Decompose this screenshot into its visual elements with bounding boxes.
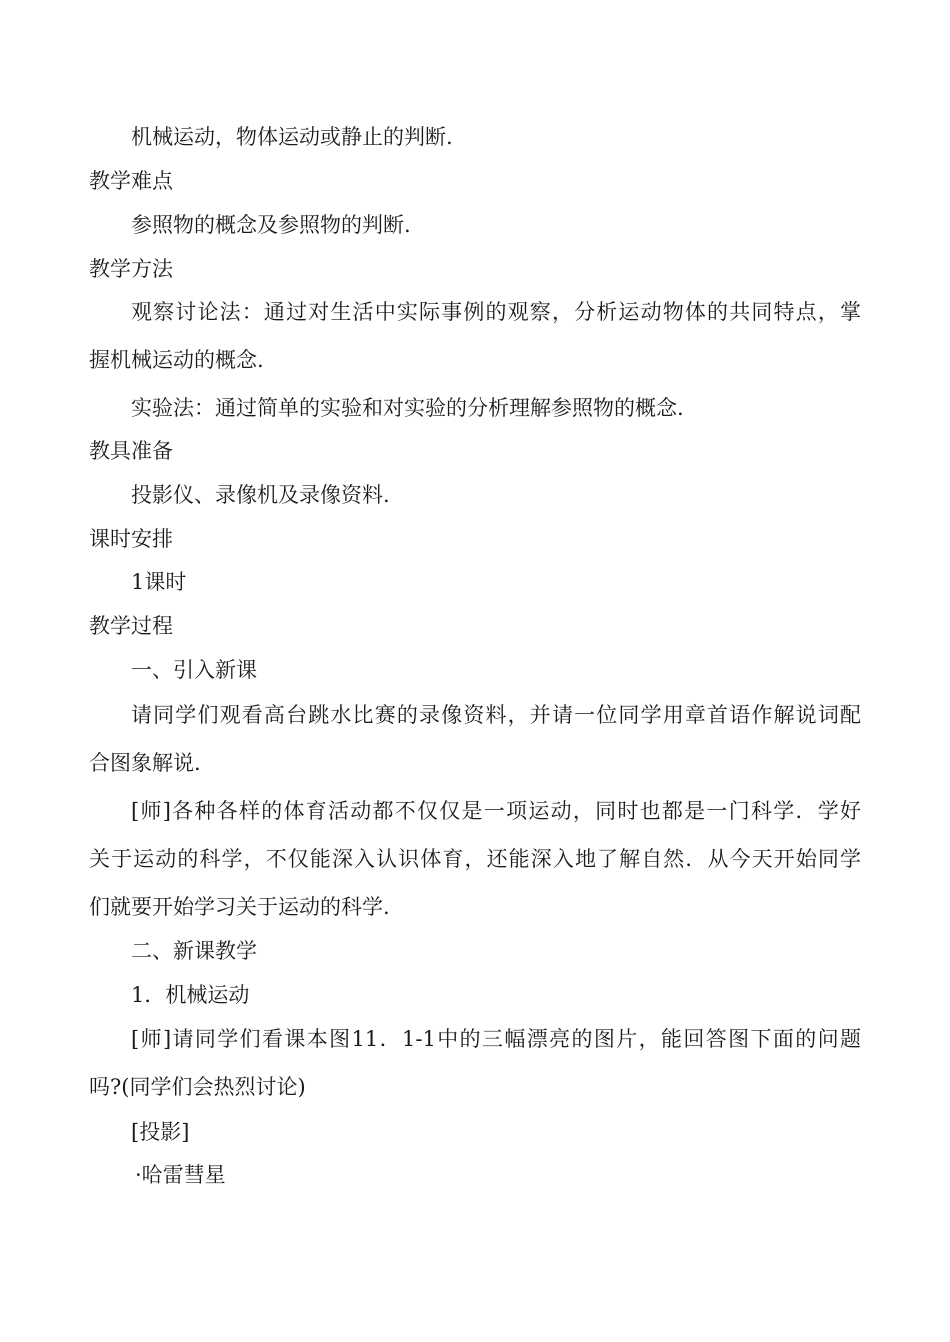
tools-text: 投影仪、录像机及录像资料. — [131, 483, 390, 507]
schedule-text: 1课时 — [131, 570, 187, 594]
section-new-lesson-title: 二、新课教学 — [131, 939, 257, 963]
teacher-paragraph-line-1: [师]各种各样的体育活动都不仅仅是一项运动，同时也都是一门科学．学好 — [131, 799, 861, 823]
key-points-text: 机械运动，物体运动或静止的判断. — [131, 125, 453, 149]
projection-label: [投影] — [131, 1120, 190, 1144]
heading-teaching-tools: 教具准备 — [89, 439, 173, 463]
method-paragraph-line-2: 握机械运动的概念. — [89, 348, 264, 372]
teacher-paragraph-line-3: 们就要开始学习关于运动的科学. — [89, 895, 390, 919]
intro-paragraph-line-1: 请同学们观看高台跳水比赛的录像资料，并请一位同学用章首语作解说词配 — [131, 703, 861, 727]
heading-teaching-process: 教学过程 — [89, 614, 173, 638]
method-paragraph-line-1: 观察讨论法：通过对生活中实际事例的观察，分析运动物体的共同特点，掌 — [131, 300, 861, 324]
teacher-paragraph-line-2: 关于运动的科学，不仅能深入认识体育，还能深入地了解自然．从今天开始同学 — [89, 847, 861, 871]
section-intro-title: 一、引入新课 — [131, 658, 257, 682]
bullet-halley-comet: ·哈雷彗星 — [135, 1163, 226, 1187]
heading-schedule: 课时安排 — [89, 527, 173, 551]
heading-teaching-method: 教学方法 — [89, 257, 173, 281]
mechanical-paragraph-line-2: 吗?(同学们会热烈讨论) — [89, 1075, 306, 1099]
subsection-mechanical-motion: 1．机械运动 — [131, 983, 250, 1007]
difficulty-text: 参照物的概念及参照物的判断. — [131, 213, 411, 237]
method-experiment-text: 实验法：通过简单的实验和对实验的分析理解参照物的概念. — [131, 396, 684, 420]
mechanical-paragraph-line-1: [师]请同学们看课本图11．1-1中的三幅漂亮的图片，能回答图下面的问题 — [131, 1027, 861, 1051]
intro-paragraph-line-2: 合图象解说. — [89, 751, 201, 775]
heading-teaching-difficulty: 教学难点 — [89, 169, 173, 193]
